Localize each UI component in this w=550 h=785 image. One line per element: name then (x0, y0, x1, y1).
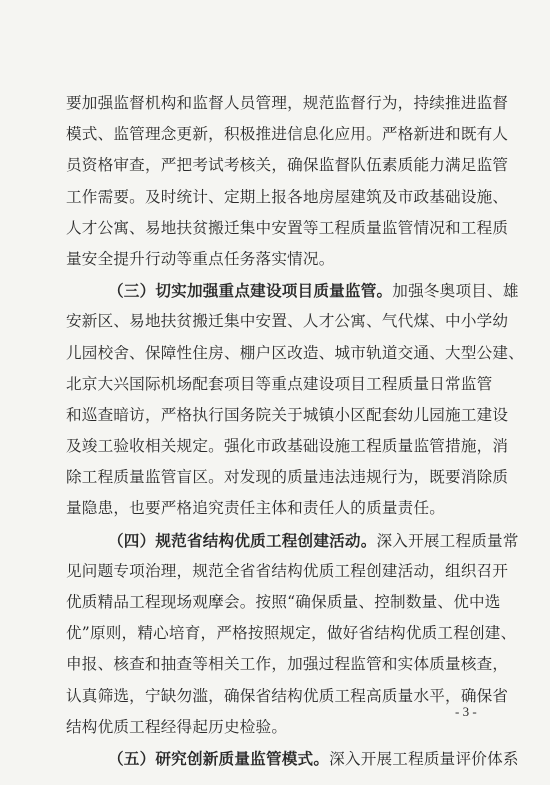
body-line: 除工程质量监管盲区。对发现的质量违法违规行为，既要消除质 (66, 468, 509, 487)
body-line: 员资格审查，严把考试考核关，确保监督队伍素质能力满足监管 (66, 156, 509, 175)
body-text: 深入开展工程质量常 (376, 531, 519, 550)
body-line: 认真筛选，宁缺勿滥，确保省结构优质工程高质量水平，确保省 (66, 686, 509, 705)
body-line: 北京大兴国际机场配套项目等重点建设项目工程质量日常监管 (66, 374, 493, 393)
document-body (66, 88, 525, 774)
body-line: 儿园校舍、保障性住房、棚户区改造、城市轨道交通、大型公建、 (66, 343, 525, 362)
body-line: 量隐患，也要严格追究责任主体和责任人的质量责任。 (66, 499, 446, 518)
body-line: 申报、核查和抽查等相关工作，加强过程监管和实体质量核查， (66, 655, 509, 674)
body-text: 深入开展工程质量评价体系 (329, 749, 519, 768)
body-line: 人才公寓、易地扶贫搬迁集中安置等工程质量监管情况和工程质 (66, 218, 509, 237)
body-line: 及竣工验收相关规定。强化市政基础设施工程质量监管措施，消 (66, 437, 509, 456)
section-four-first-line (66, 525, 519, 556)
page-number: - 3 - (455, 704, 477, 719)
body-line: 结构优质工程经得起历史检验。 (66, 717, 288, 736)
section-five-first-line (66, 743, 519, 774)
body-line: 工作需要。及时统计、定期上报各地房屋建筑及市政基础设施、 (66, 187, 509, 206)
section-heading: （五）研究创新质量监管模式。 (108, 748, 330, 768)
body-line: 优质精品工程现场观摩会。按照“确保质量、控制数量、优中选 (66, 593, 501, 611)
body-line: 量安全提升行动等重点任务落实情况。 (66, 249, 335, 268)
body-line: 要加强监督机构和监督人员管理，规范监督行为，持续推进监督 (66, 94, 509, 112)
body-line: 和巡查暗访，严格执行国务院关于城镇小区配套幼儿园施工建设 (66, 405, 509, 424)
body-line: 见问题专项治理，规范全省省结构优质工程创建活动，组织召开 (66, 561, 509, 580)
body-line: 模式、监管理念更新，积极推进信息化应用。严格新进和既有人 (66, 125, 509, 144)
body-line: 优”原则，精心培育，严格按照规定，做好省结构优质工程创建、 (66, 624, 517, 643)
body-text: 加强冬奥项目、雄 (392, 282, 519, 301)
section-heading: （四）规范省结构优质工程创建活动。 (108, 530, 377, 550)
section-three-first-line (66, 275, 519, 306)
body-line: 安新区、易地扶贫搬迁集中安置、人才公寓、气代煤、中小学幼 (66, 312, 509, 331)
section-heading: （三）切实加强重点建设项目质量监管。 (108, 281, 393, 301)
